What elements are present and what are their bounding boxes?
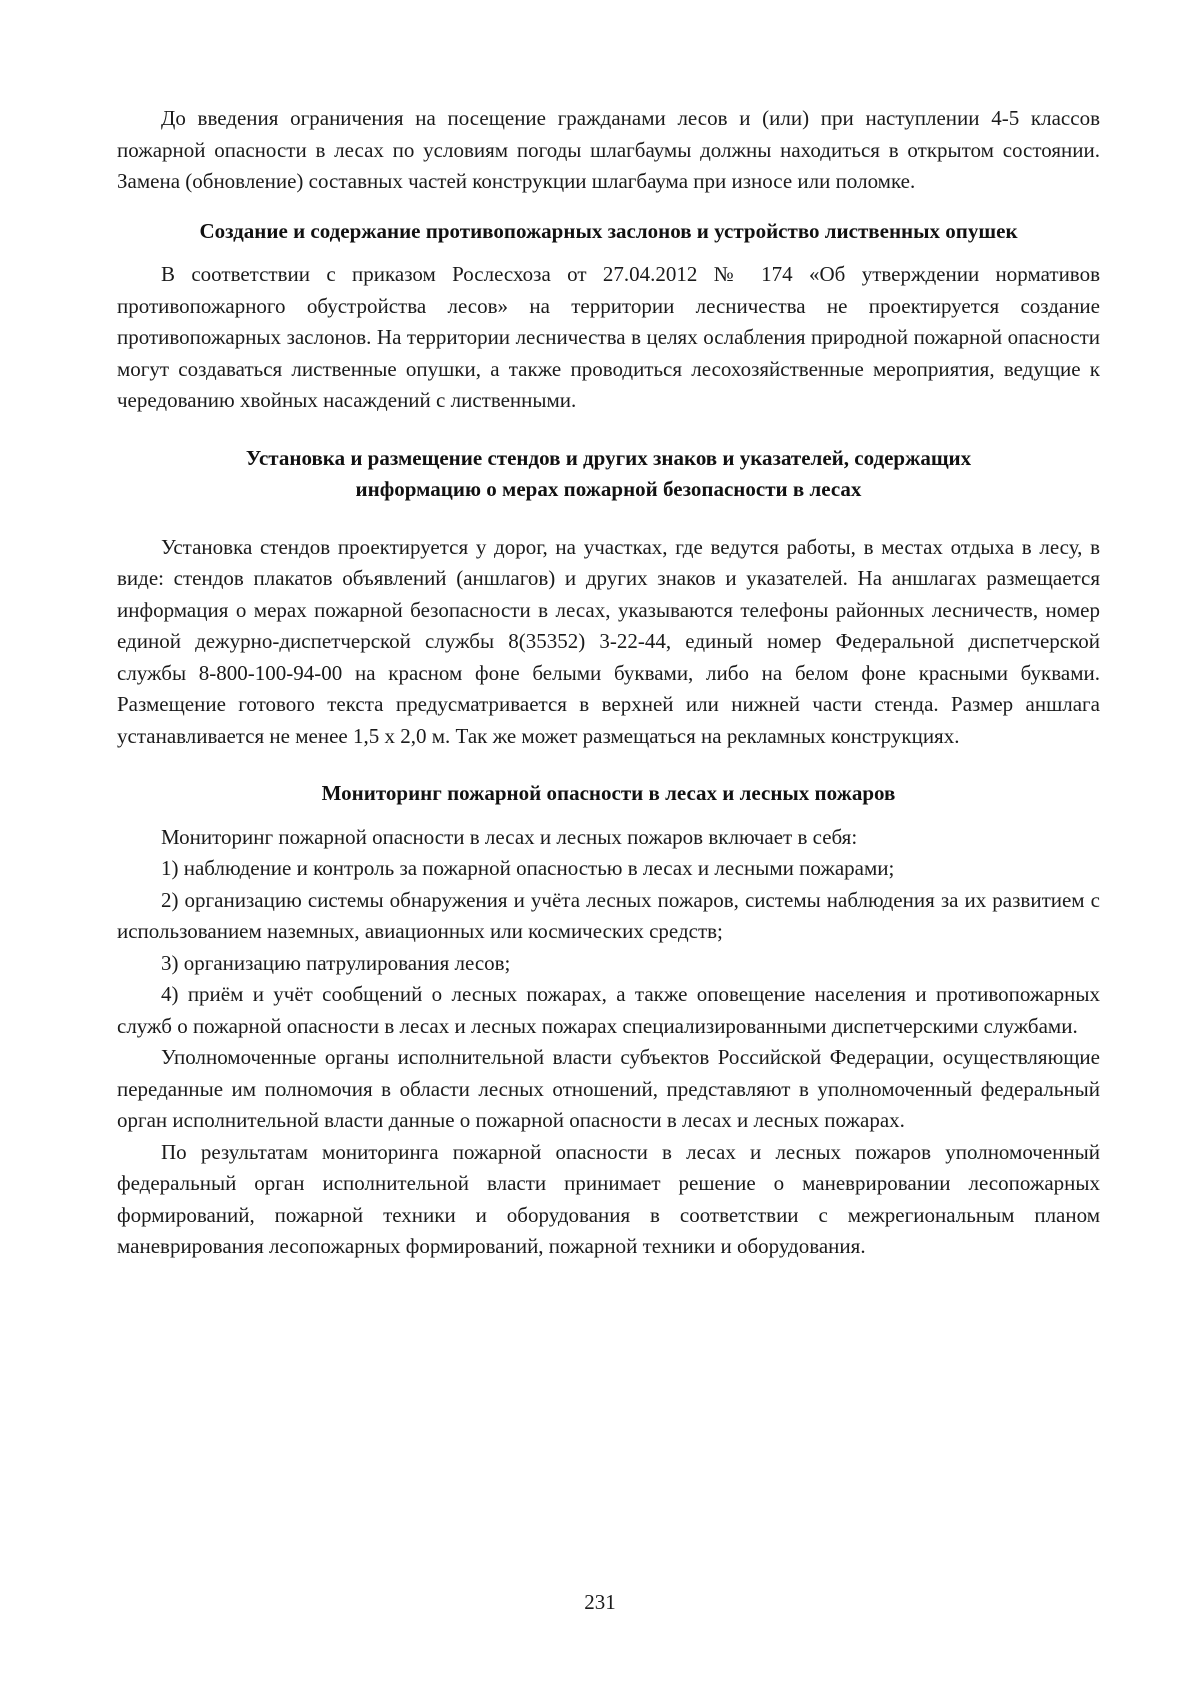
monitoring-item-1: 1) наблюдение и контроль за пожарной опасностью в лесах и лесными пожарами; (161, 856, 895, 880)
monitoring-intro: Мониторинг пожарной опасности в лесах и лесных пожаров включает в себя: (161, 824, 858, 849)
document-page (117, 103, 1100, 1263)
monitoring-item-2: 2) организацию системы обнаружения и учёта лесных пожаров, системы наблюдения за их развитием с использованием наземных, авиационных или космических средств; (117, 887, 1100, 943)
section-heading-stands (117, 443, 1100, 506)
monitoring-authorities-paragraph: Уполномоченные органы исполнительной власти субъектов Российской Федерации, осуществляющие переданные им полномочия в области лесных отношений, представляют в уполномоченный федеральный орган исполнительной власти данные о пожарной опасности в лесах и лесных пожарах. (117, 1045, 1100, 1132)
monitoring-results-paragraph: По результатам мониторинга пожарной опасности в лесах и лесных пожаров уполномоченный федеральный орган исполнительной власти принимает решение о маневрировании лесопожарных формирований, пожарной техники и оборудования в соответствии с межрегиональным планом маневрирования лесопожарных формирований, пожарной техники и оборудования. (117, 1139, 1100, 1258)
section-heading-stands-line2: информацию о мерах пожарной безопасности в лесах (355, 477, 862, 501)
stands-paragraph: Установка стендов проектируется у дорог, на участках, где ведутся работы, в местах отдыха в лесу, в виде: стендов плакатов объявлений (аншлагов) и других знаков и указателей. На аншлагах размещается информация о мерах пожарной безопасности в лесах, указываются телефоны районных лесничеств, номер единой дежурно-диспетчерской службы 8(35352) 3-22-44, единый номер Федеральной диспетчерской службы 8-800-100-94-00 на красном фоне белыми буквами, либо на белом фоне красными буквами. Размещение готового текста предусматривается в верхней или нижней части стенда. Размер аншлага устанавливается не менее 1,5 х 2,0 м. Так же может размещаться на рекламных конструкциях. (117, 534, 1100, 748)
section-heading-monitoring: Мониторинг пожарной опасности в лесах и лесных пожаров (321, 781, 896, 805)
page-number: 231 (584, 1590, 616, 1614)
fire-barriers-paragraph: В соответствии с приказом Рослесхоза от 27.04.2012 № 174 «Об утверждении нормативов противопожарного обустройства лесов» на территории лесничества не проектируется создание противопожарных заслонов. На территории лесничества в целях ослабления природной пожарной опасности могут создаваться лиственные опушки, а также проводиться лесохозяйственные мероприятия, ведущие к чередованию хвойных насаждений с лиственными. (117, 262, 1100, 412)
section-heading-stands-line1: Установка и размещение стендов и других знаков и указателей, содержащих (245, 445, 972, 470)
monitoring-item-4: 4) приём и учёт сообщений о лесных пожарах, а также оповещение населения и противопожарных служб о пожарной опасности в лесах и лесных пожарах специализированными диспетчерскими службами. (117, 982, 1100, 1038)
section-heading-fire-barriers: Создание и содержание противопожарных заслонов и устройство лиственных опушек (199, 218, 1018, 243)
intro-paragraph: До введения ограничения на посещение гражданами лесов и (или) при наступлении 4-5 классов пожарной опасности в лесах по условиям погоды шлагбаумы должны находиться в открытом состоянии. Замена (обновление) составных частей конструкции шлагбаума при износе или поломке. (117, 106, 1100, 193)
monitoring-item-3: 3) организацию патрулирования лесов; (161, 950, 511, 975)
